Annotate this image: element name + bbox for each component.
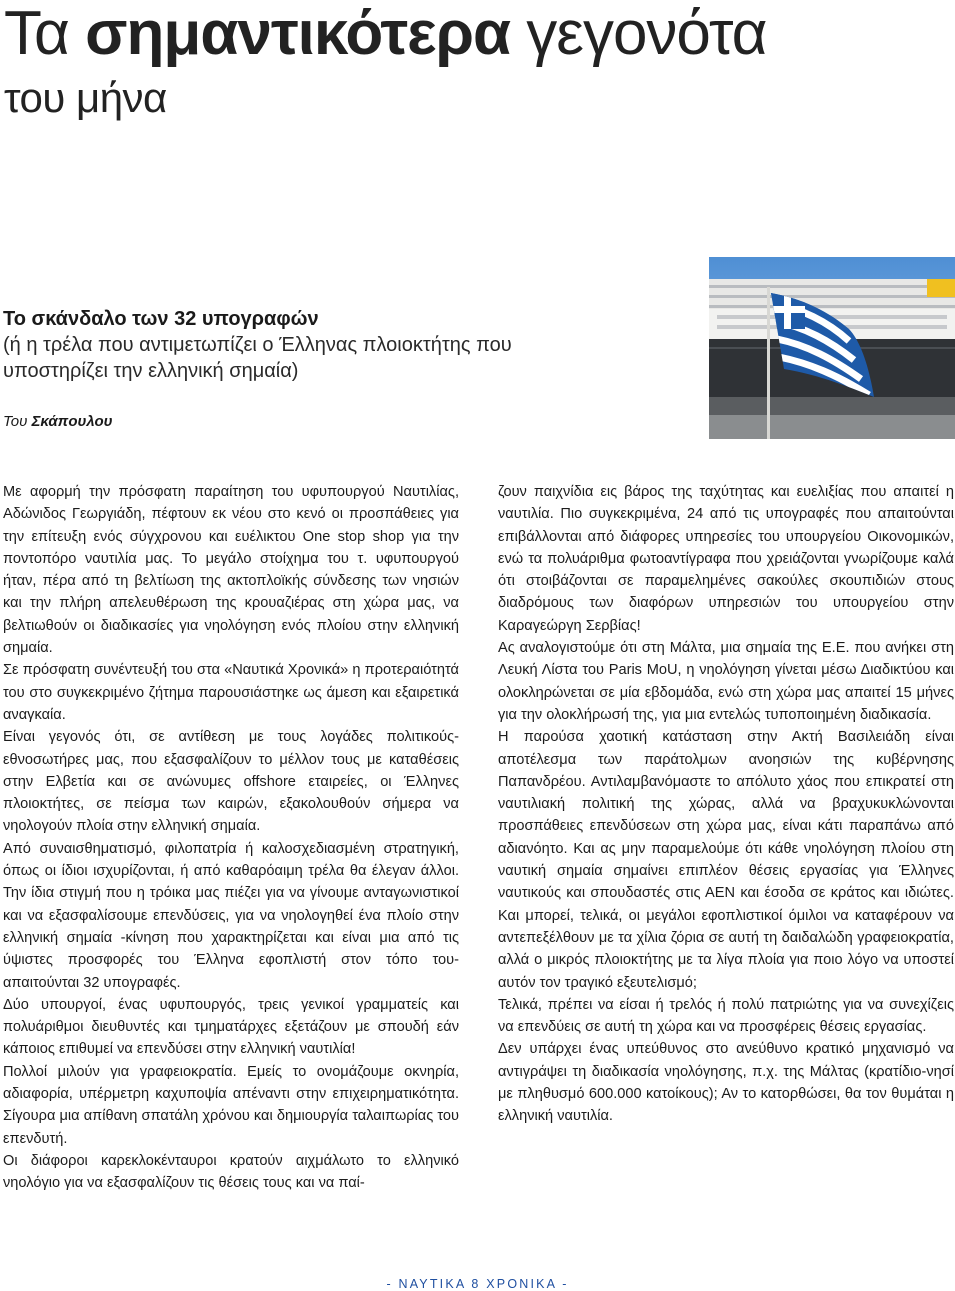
title-word-3: γεγονότα bbox=[510, 0, 767, 68]
page-footer: - ΝΑΥΤΙΚΑ 8 ΧΡΟΝΙΚΑ - bbox=[386, 1277, 569, 1291]
title-word-bold: σημαντικότερα bbox=[85, 0, 511, 68]
byline-author: Σκάπουλου bbox=[31, 413, 113, 430]
article-subheadline: (ή η τρέλα που αντιμετωπίζει ο Έλληνας πλοιοκτήτης που υποστηρίζει την ελληνική σημαία) bbox=[3, 334, 512, 382]
article-column-right bbox=[498, 481, 954, 1128]
paragraph: ζουν παιχνίδια εις βάρος της ταχύτητας και ευελιξίας που απαιτεί η ναυτιλία. Πιο συγκεκριμένα, 24 από τις υπογραφές που απαιτούνται επιβάλλονται από διάφορες υπηρεσίες του υπουργείου Οικονομικών, ενώ τα πολυάριθμα φωτοαντίγραφα που χρειάζονται γνωρίζουμε καλά ότι στοιβάζονται σε παραμελημένες σακούλες σκουπιδιών στους διαδρόμους των διαφόρων υπηρεσιών του υπουργείου στην Καραγεώργη Σερβίας! bbox=[498, 484, 954, 634]
paragraph: Οι διάφοροι καρεκλοκένταυροι κρατούν αιχμάλωτο το ελληνικό νηολόγιο για να εξασφαλίζουν τις θέσεις τους και να παί- bbox=[3, 1152, 459, 1192]
article-column-left bbox=[3, 481, 459, 1195]
byline-prefix: Του bbox=[3, 413, 32, 430]
paragraph: Δύο υπουργοί, ένας υφυπουργός, τρεις γενικοί γραμματείς και πολυάριθμοι διευθυντές και τμηματάρχες εξετάζουν με σπουδή εάν κάποιος επιθυμεί να επενδύσει στην ελληνική ναυτιλία! bbox=[3, 996, 459, 1058]
page-title bbox=[4, 0, 767, 68]
paragraph: Δεν υπάρχει ένας υπεύθυνος στο ανεύθυνο κρατικό μηχανισμό να αντιγράψει τη διαδικασία νηολόγησης, π.χ. της Μάλτας (κρατίδιο-νησί με πληθυσμό 600.000 κατοίκους); Αν το κατορθώσει, θα τον θυμάται η ελληνική ναυτιλία. bbox=[498, 1041, 954, 1125]
title-word-1: Τα bbox=[4, 0, 86, 68]
paragraph: Σε πρόσφατη συνέντευξή του στα «Ναυτικά Χρονικά» η προτεραιότητά του στο συγκεκριμένο ζήτημα παρουσιάστηκε ως άμεση και εξαιρετικά αναγκαία. bbox=[3, 662, 459, 723]
paragraph: Από συναισθηματισμό, φιλοπατρία ή καλοσχεδιασμένη στρατηγική, όπως οι ίδιοι ισχυρίζονται, ή από καθαρόαιμη τρέλα θα έλεγαν άλλοι. Την ίδια στιγμή που η τρόικα μας πιέζει για να γίνουμε ανταγωνιστικοί και να εξασφαλίσουμε επενδύσεις, για να νηολογηθεί ένα πλοίο στην ελληνική σημαία -κίνηση που χαρακτηρίζεται και είναι μια από τις ύψιστες προσφορές του Έλληνα εφοπλιστή στον τόπο του- απαιτούνται 32 υπογραφές. bbox=[3, 840, 459, 991]
byline bbox=[3, 411, 113, 433]
article-headline: Το σκάνδαλο των 32 υπογραφών bbox=[3, 308, 319, 330]
paragraph: Η παρούσα χαοτική κατάσταση στην Ακτή Βασιλειάδη είναι αποτέλεσμα των παράτολμων ανοησιών της κυβέρνησης Παπανδρέου. Αντιλαμβανόμαστε το απόλυτο χάος που επικρατεί στη ναυτιλιακή πολιτική της χώρας, αλλά να βραχυκυκλώνονται προσπάθειες επενδύσεων στη χώρα μας, είναι κάτι παραπάνω από αδιανόητο. Και ας μην παραμελούμε ότι κάθε νηολόγηση πλοίου στη ναυτική σημαία σημαίνει επιπλέον θέσεις εργασίας για Έλληνες ναυτικούς και σπουδαστές στις ΑΕΝ και έσοδα σε κράτος και ιδιώτες. Και μπορεί, τελικά, οι μεγάλοι εφοπλιστικοί όμιλοι να καταφέρουν να αντεπεξέλθουν με τα χίλια ζόρια σε αυτή τη δαιδαλώδη γραφειοκρατία, αλλά ο μικρός πλοιοκτήτης με τα λίγα πλοία για ποιο λόγο να υποστεί αυτόν τον τραγικό εξευτελισμό; bbox=[498, 729, 954, 991]
article-headline-block bbox=[3, 306, 543, 384]
paragraph: Ας αναλογιστούμε ότι στη Μάλτα, μια σημαία της Ε.Ε. που ανήκει στη Λευκή Λίστα του Paris MoU, η νηολόγηση γίνεται μέσω Διαδικτύου και ολοκληρώνεται σε μία εβδομάδα, ενώ στη χώρα μας απαιτεί 15 μήνες για την ολοκλήρωσή της, για μια εντελώς τυποποιημένη διαδικασία. bbox=[498, 640, 954, 723]
page-subtitle: του μήνα bbox=[4, 74, 167, 121]
paragraph: Είναι γεγονός ότι, σε αντίθεση με τους λογάδες πολιτικούς-εθνοσωτήρες μας, που εξασφαλίζουν το μέλλον τους με καταθέσεις στην Ελβετία και σε ανώνυμες offshore εταιρείες, οι Έλληνες πλοιοκτήτες, σε πείσμα των καιρών, εξακολουθούν σήμερα να νηολογούν πλοία στην ελληνική σημαία. bbox=[3, 729, 459, 835]
paragraph: Πολλοί μιλούν για γραφειοκρατία. Εμείς το ονομάζουμε οκνηρία, αδιαφορία, υπέρμετρη καχυποψία απέναντι στην επιχειρηματικότητα. Σίγουρα μια απίθανη σπατάλη χρόνου και δημιουργία ταλαιπωρίας του επενδυτή. bbox=[3, 1063, 459, 1147]
paragraph: Με αφορμή την πρόσφατη παραίτηση του υφυπουργού Ναυτιλίας, Αδώνιδος Γεωργιάδη, πέφτουν εκ νέου στο κενό οι προσπάθειες για την επίτευξη ενός σύγχρονου και ευέλικτου One stop shop για την ποντοπόρο ναυτιλία μας. Το μεγάλο στοίχημα του τ. υφυπουργού ήταν, πέρα από τη βελτίωση της ακτοπλοϊκής σύνδεσης των νησιών και την πλήρη απελευθέρωση της κρουαζιέρας στη χώρα μας, να βελτιωθούν οι διαδικασίες για νηολόγηση ενός πλοίου στην ελληνική σημαία. bbox=[3, 484, 459, 657]
ship-flag-photo bbox=[709, 257, 955, 439]
paragraph: Τελικά, πρέπει να είσαι ή τρελός ή πολύ πατριώτης για να συνεχίζεις να επενδύεις σε αυτή τη χώρα και να προσφέρεις θέσεις εργασίας. bbox=[498, 996, 954, 1036]
